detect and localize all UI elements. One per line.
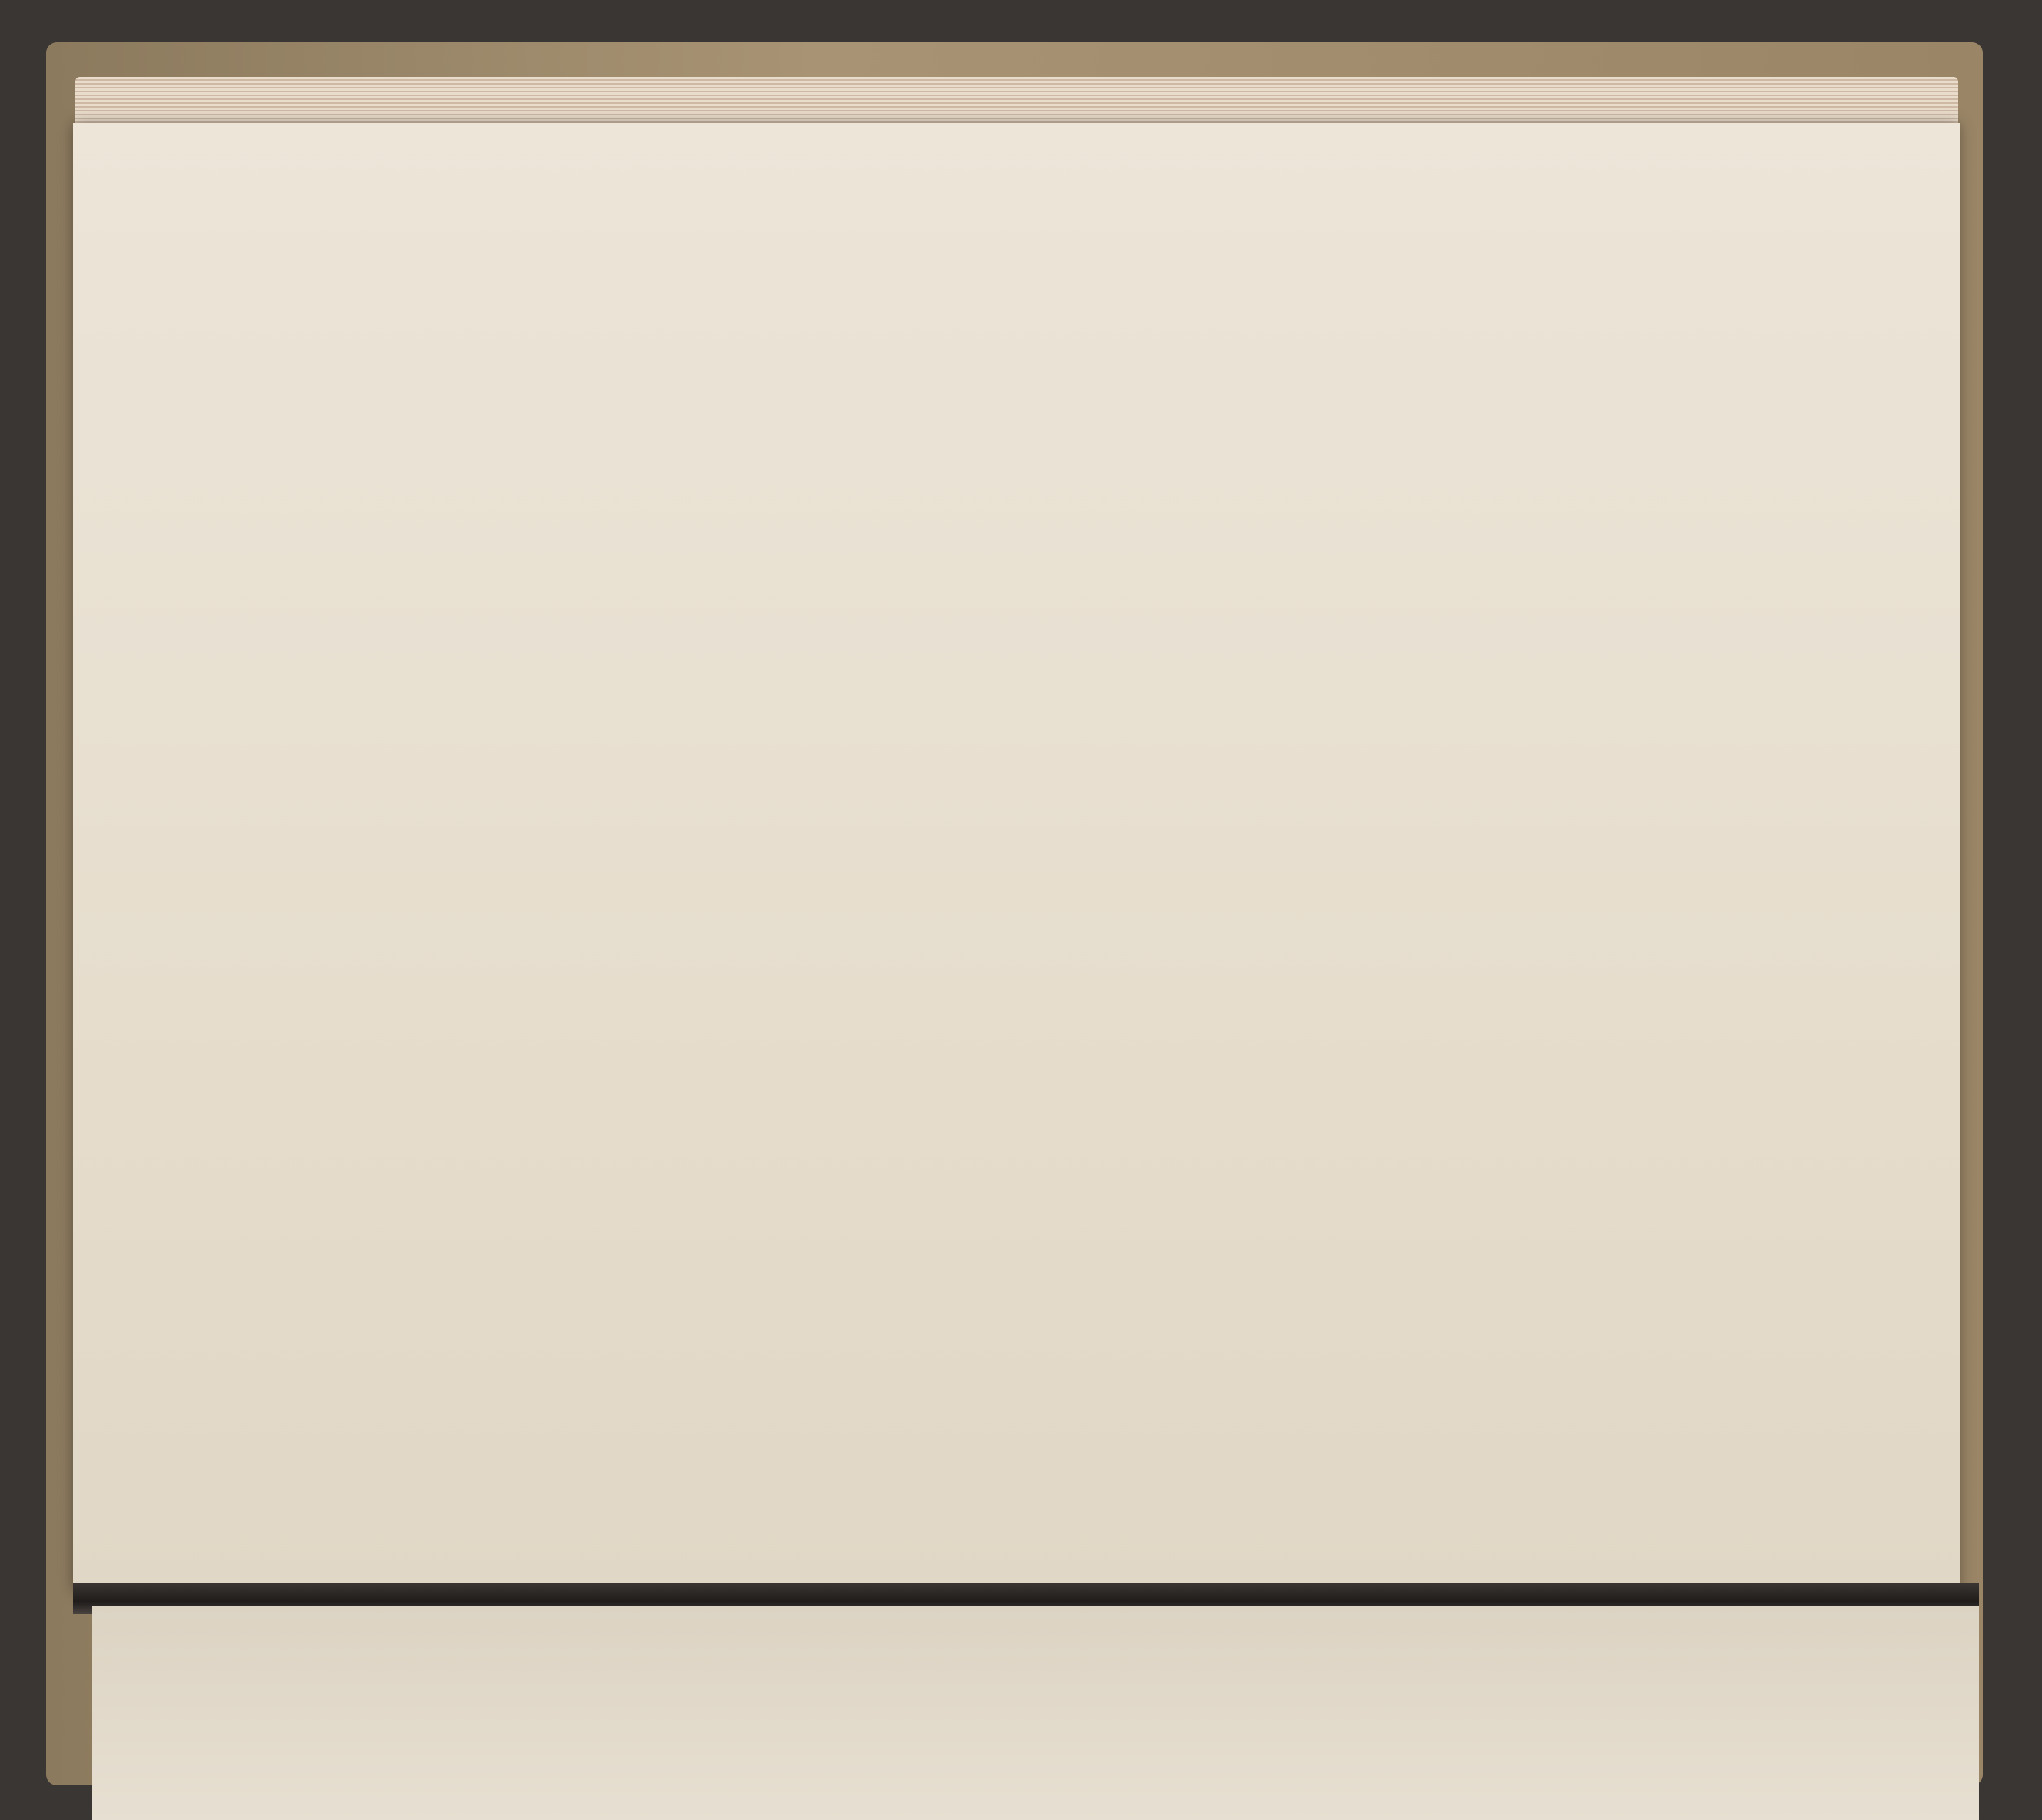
newspaper-page: [73, 123, 1960, 1591]
page-content: [1906, 192, 2042, 1506]
next-page-text: [0, 1606, 2042, 1820]
